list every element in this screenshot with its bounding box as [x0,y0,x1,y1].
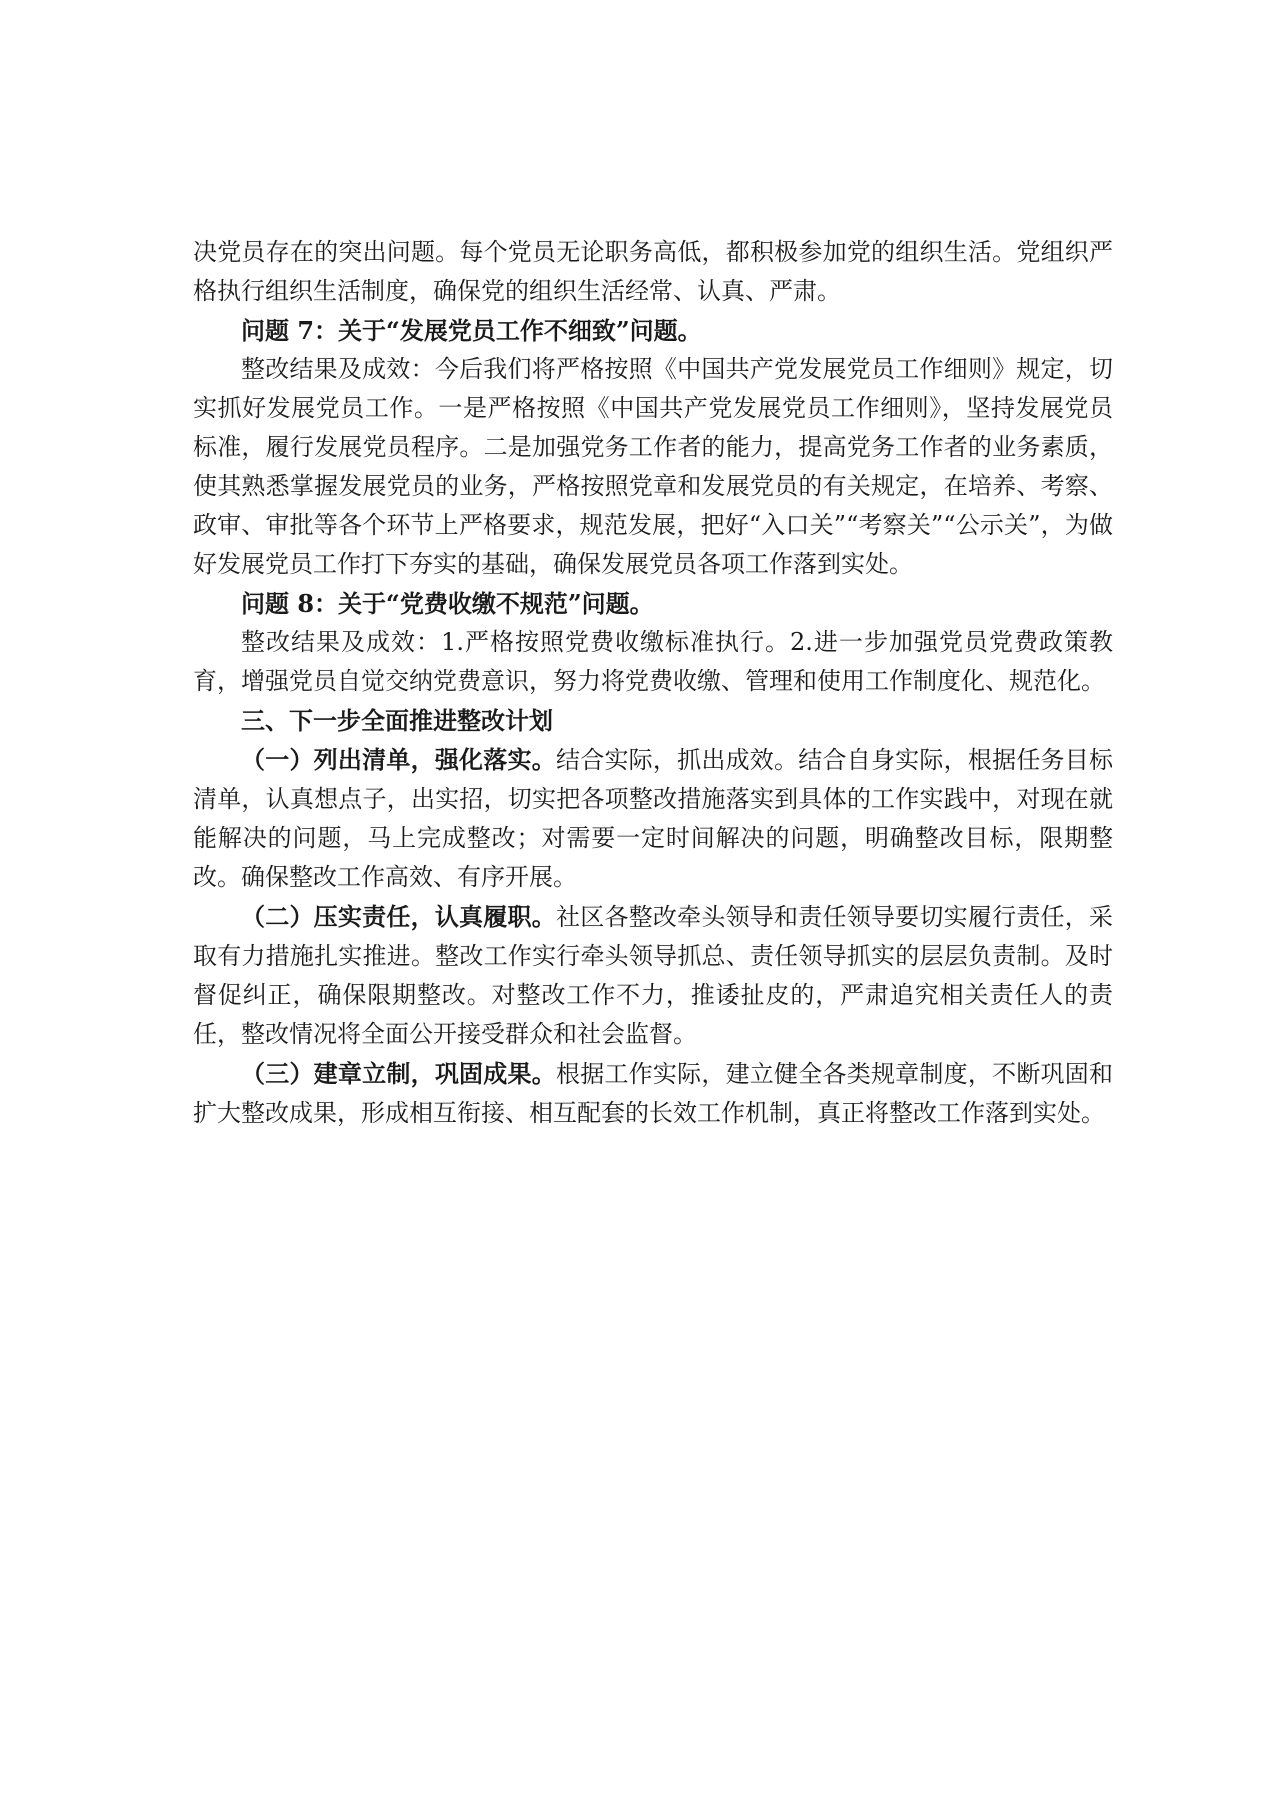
issue-7-result-paragraph: 整改结果及成效：今后我们将严格按照《中国共产党发展党员工作细则》规定，切实抓好发展党员工作。一是严格按照《中国共产党发展党员工作细则》，坚持发展党员标准，履行发展党员程序。二是加强党务工作者的能力，提高党务工作者的业务素质，使其熟悉掌握发展党员的业务，严格按照党章和发展党员的有关规定，在培养、考察、政审、审批等各个环节上严格要求，规范发展，把好“入口关”“考察关”“公示关”，为做好发展党员工作打下夯实的基础，确保发展党员各项工作落到实处。 [193,355,1113,578]
plan-item-3-lead: （三）建章立制，巩固成果。 [241,1059,556,1088]
document-body [193,233,1113,1133]
issue-8-result-paragraph: 整改结果及成效：1.严格按照党费收缴标准执行。2.进一步加强党员党费政策教育，增强党员自觉交纳党费意识，努力将党费收缴、管理和使用工作制度化、规范化。 [193,628,1113,695]
issue-8-heading: 问题 8：关于“党费收缴不规范”问题。 [241,589,654,618]
plan-item-3-text: 根据工作实际，建立健全各类规章制度，不断巩固和扩大整改成果，形成相互衔接、相互配套的长效工作机制，真正将整改工作落到实处。 [193,1060,1114,1127]
plan-item-1-paragraph [193,740,1113,897]
section-3-heading: 三、下一步全面推进整改计划 [241,706,553,735]
plan-item-2-paragraph [193,897,1113,1054]
plan-item-3-paragraph [193,1054,1113,1133]
plan-item-1-text: 结合实际，抓出成效。结合自身实际，根据任务目标清单，认真想点子，出实招，切实把各项整改措施落实到具体的工作实践中，对现在就能解决的问题，马上完成整改；对需要一定时间解决的问题，明确整改目标，限期整改。确保整改工作高效、有序开展。 [193,746,1114,891]
plan-item-2-lead: （二）压实责任，认真履职。 [241,902,556,931]
paragraph-continuation: 决党员存在的突出问题。每个党员无论职务高低，都积极参加党的组织生活。党组织严格执行组织生活制度，确保党的组织生活经常、认真、严肃。 [193,238,1113,305]
plan-item-2-text: 社区各整改牵头领导和责任领导要切实履行责任，采取有力措施扎实推进。整改工作实行牵头领导抓总、责任领导抓实的层层负责制。及时督促纠正，确保限期整改。对整改工作不力，推诿扯皮的，严肃追究相关责任人的责任，整改情况将全面公开接受群众和社会监督。 [193,903,1114,1048]
plan-item-1-lead: （一）列出清单，强化落实。 [241,745,556,774]
issue-7-heading: 问题 7：关于“发展党员工作不细致”问题。 [241,316,702,345]
